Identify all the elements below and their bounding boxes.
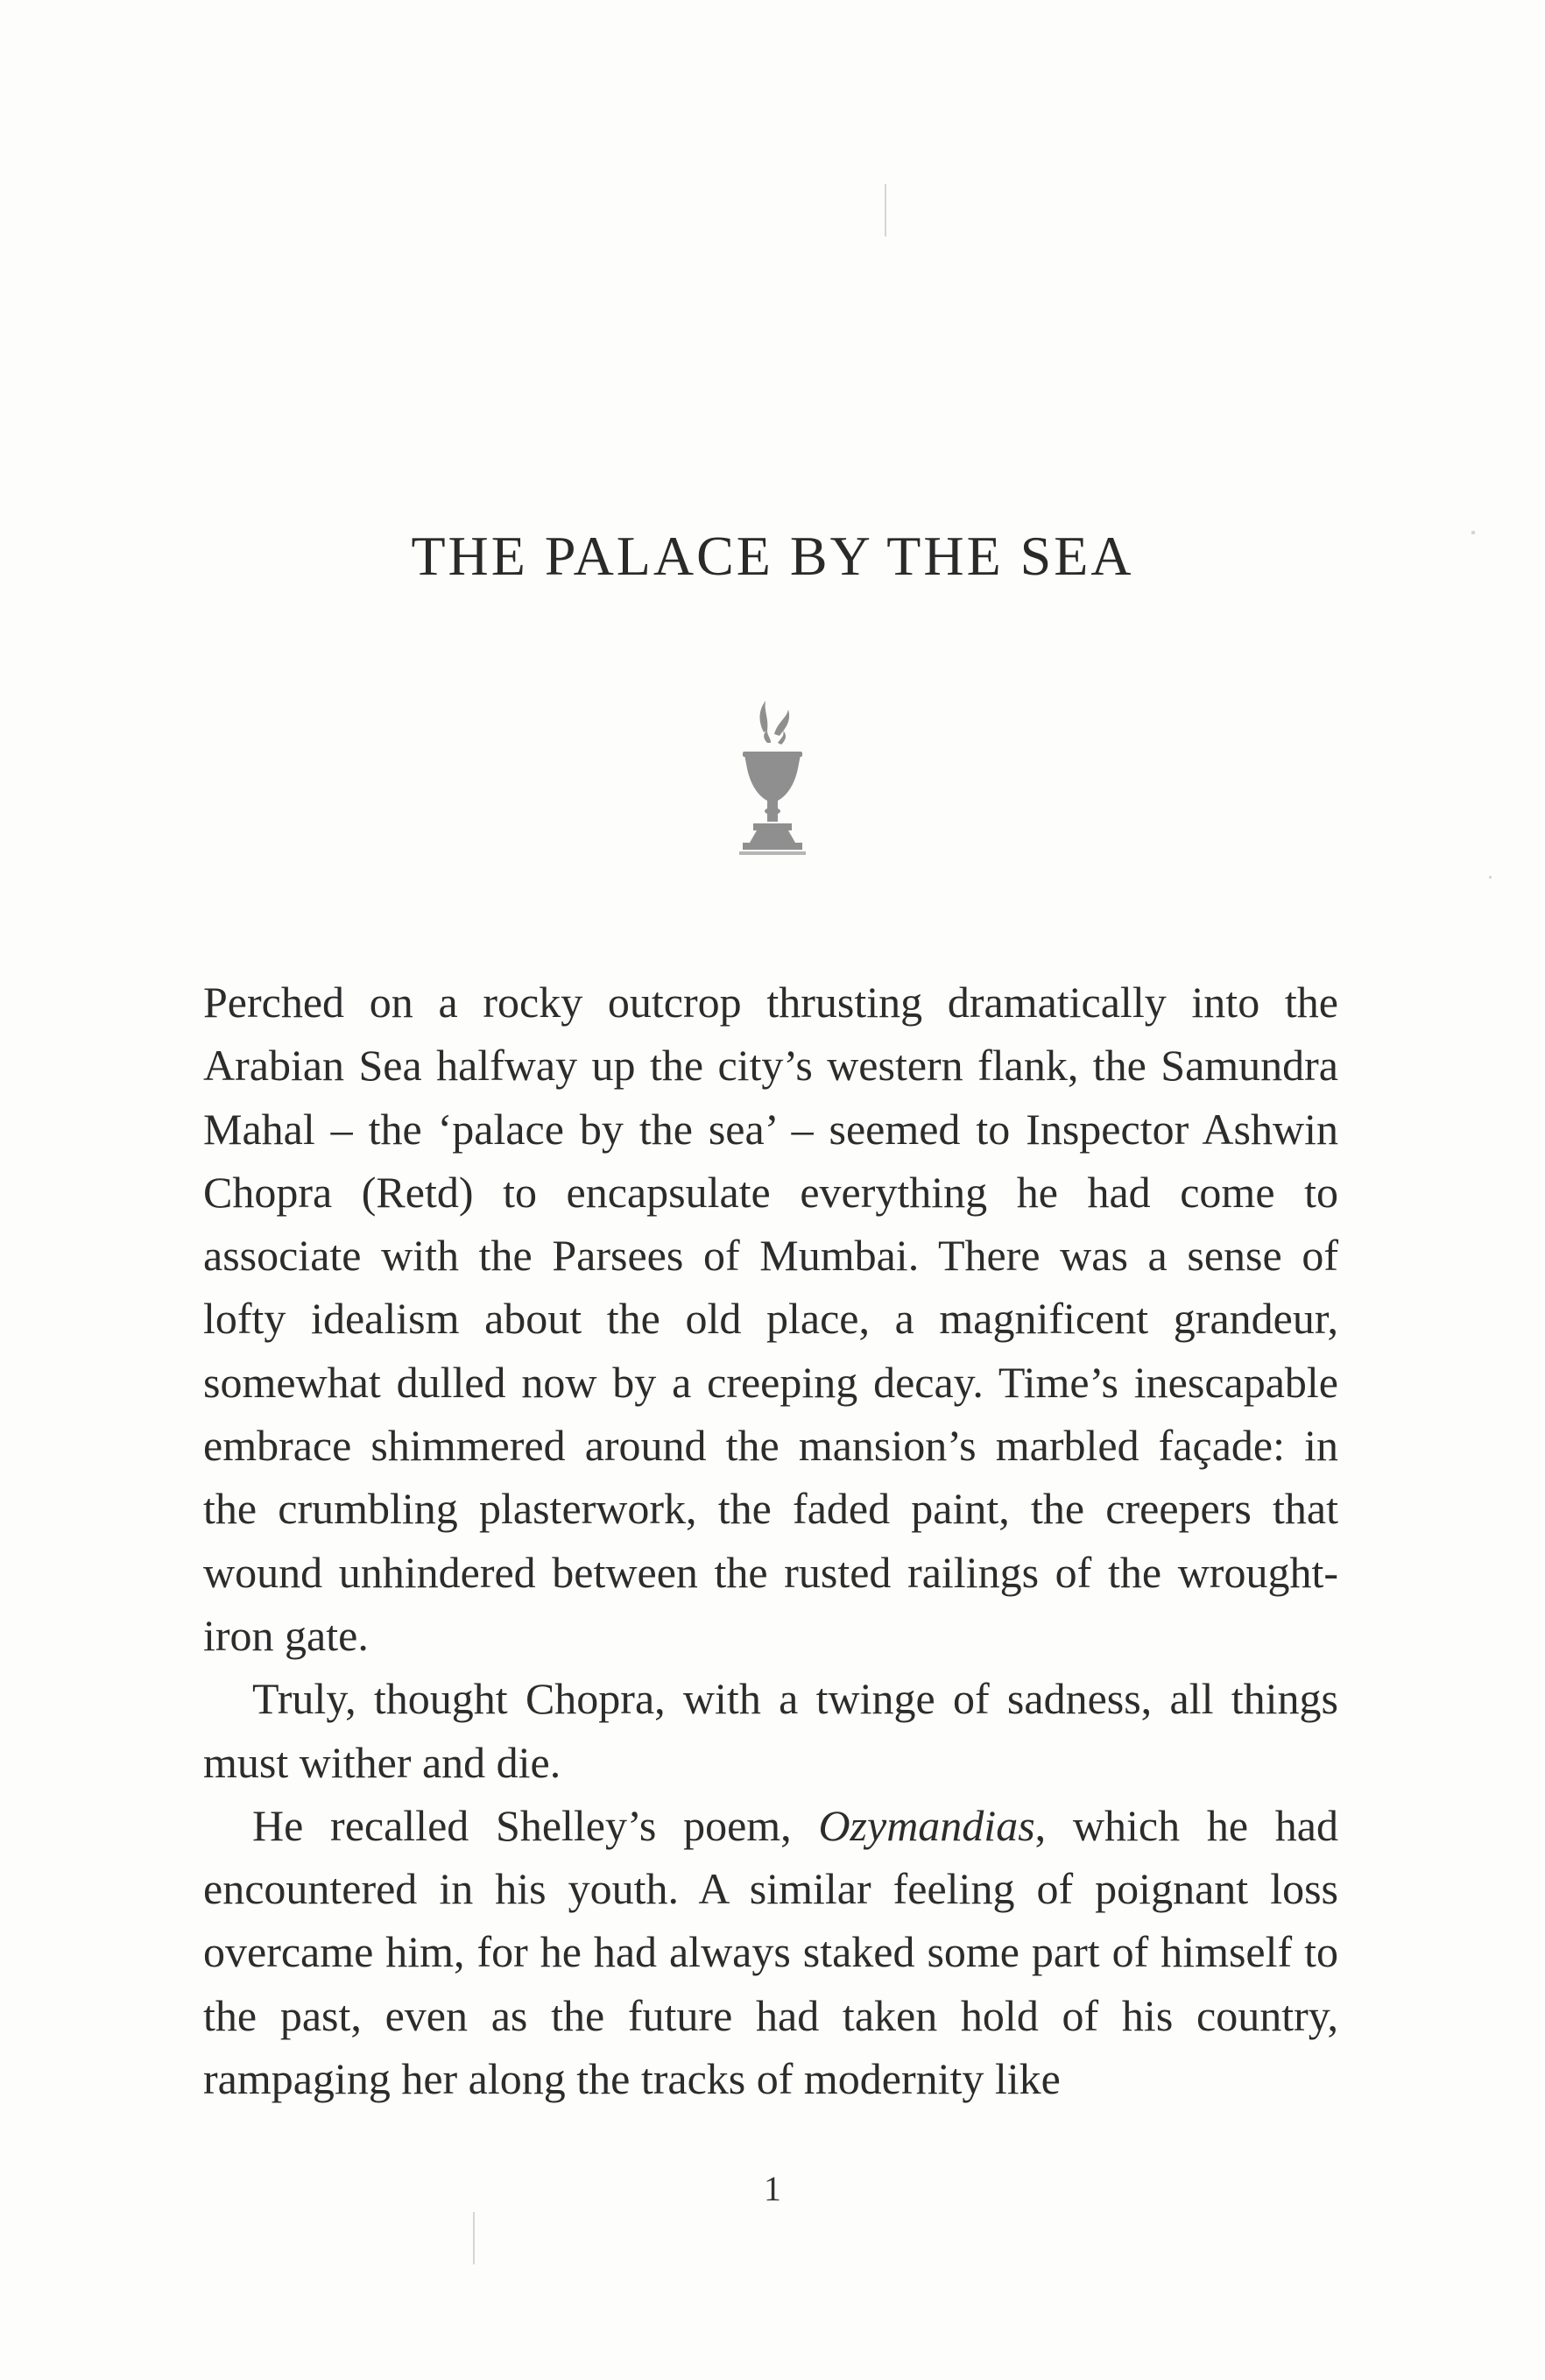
chapter-title: THE PALACE BY THE SEA: [411, 525, 1134, 587]
flaming-urn-icon: [737, 699, 808, 861]
paragraph: [203, 1794, 1338, 2110]
scan-speck: [473, 2212, 475, 2264]
scan-speck: [885, 184, 886, 237]
scan-speck: [1471, 531, 1475, 534]
paragraph: Truly, thought Chopra, with a twinge of sadness, all things must wither and die.: [203, 1674, 1338, 1787]
paragraph: Perched on a rocky outcrop thrusting dramatically into the Arabian Sea halfway up the city’s western flank, the Samundra Mahal – the ‘palace by the sea’ – seemed to Inspector Ashwin Chopra (Retd) to encapsulate everything he had come to associate with the Parsees of Mumbai. There was a sense of lofty idealism about the old place, a magnificent grandeur, somewhat dulled now by a creeping decay. Time’s inescapable embrace shimmered around the mansion’s marbled façade: in the crumbling plasterwork, the faded paint, the creepers that wound unhindered between the rusted railings of the wrought-iron gate.: [203, 978, 1338, 1660]
page-number: 1: [764, 2169, 781, 2208]
scan-speck: [1489, 876, 1492, 879]
paragraph-text: He recalled Shelley’s poem,: [252, 1800, 819, 1850]
chapter-body: [203, 971, 1338, 2110]
poem-title: Ozymandias: [818, 1800, 1035, 1850]
paragraph-text: , which he had encountered in his youth. A similar feeling of poignant loss overcame him, for he had always staked some part of himself to the past, even as the future had taken hold of his country, rampaging her along the tracks of modernity like: [203, 1800, 1338, 2104]
